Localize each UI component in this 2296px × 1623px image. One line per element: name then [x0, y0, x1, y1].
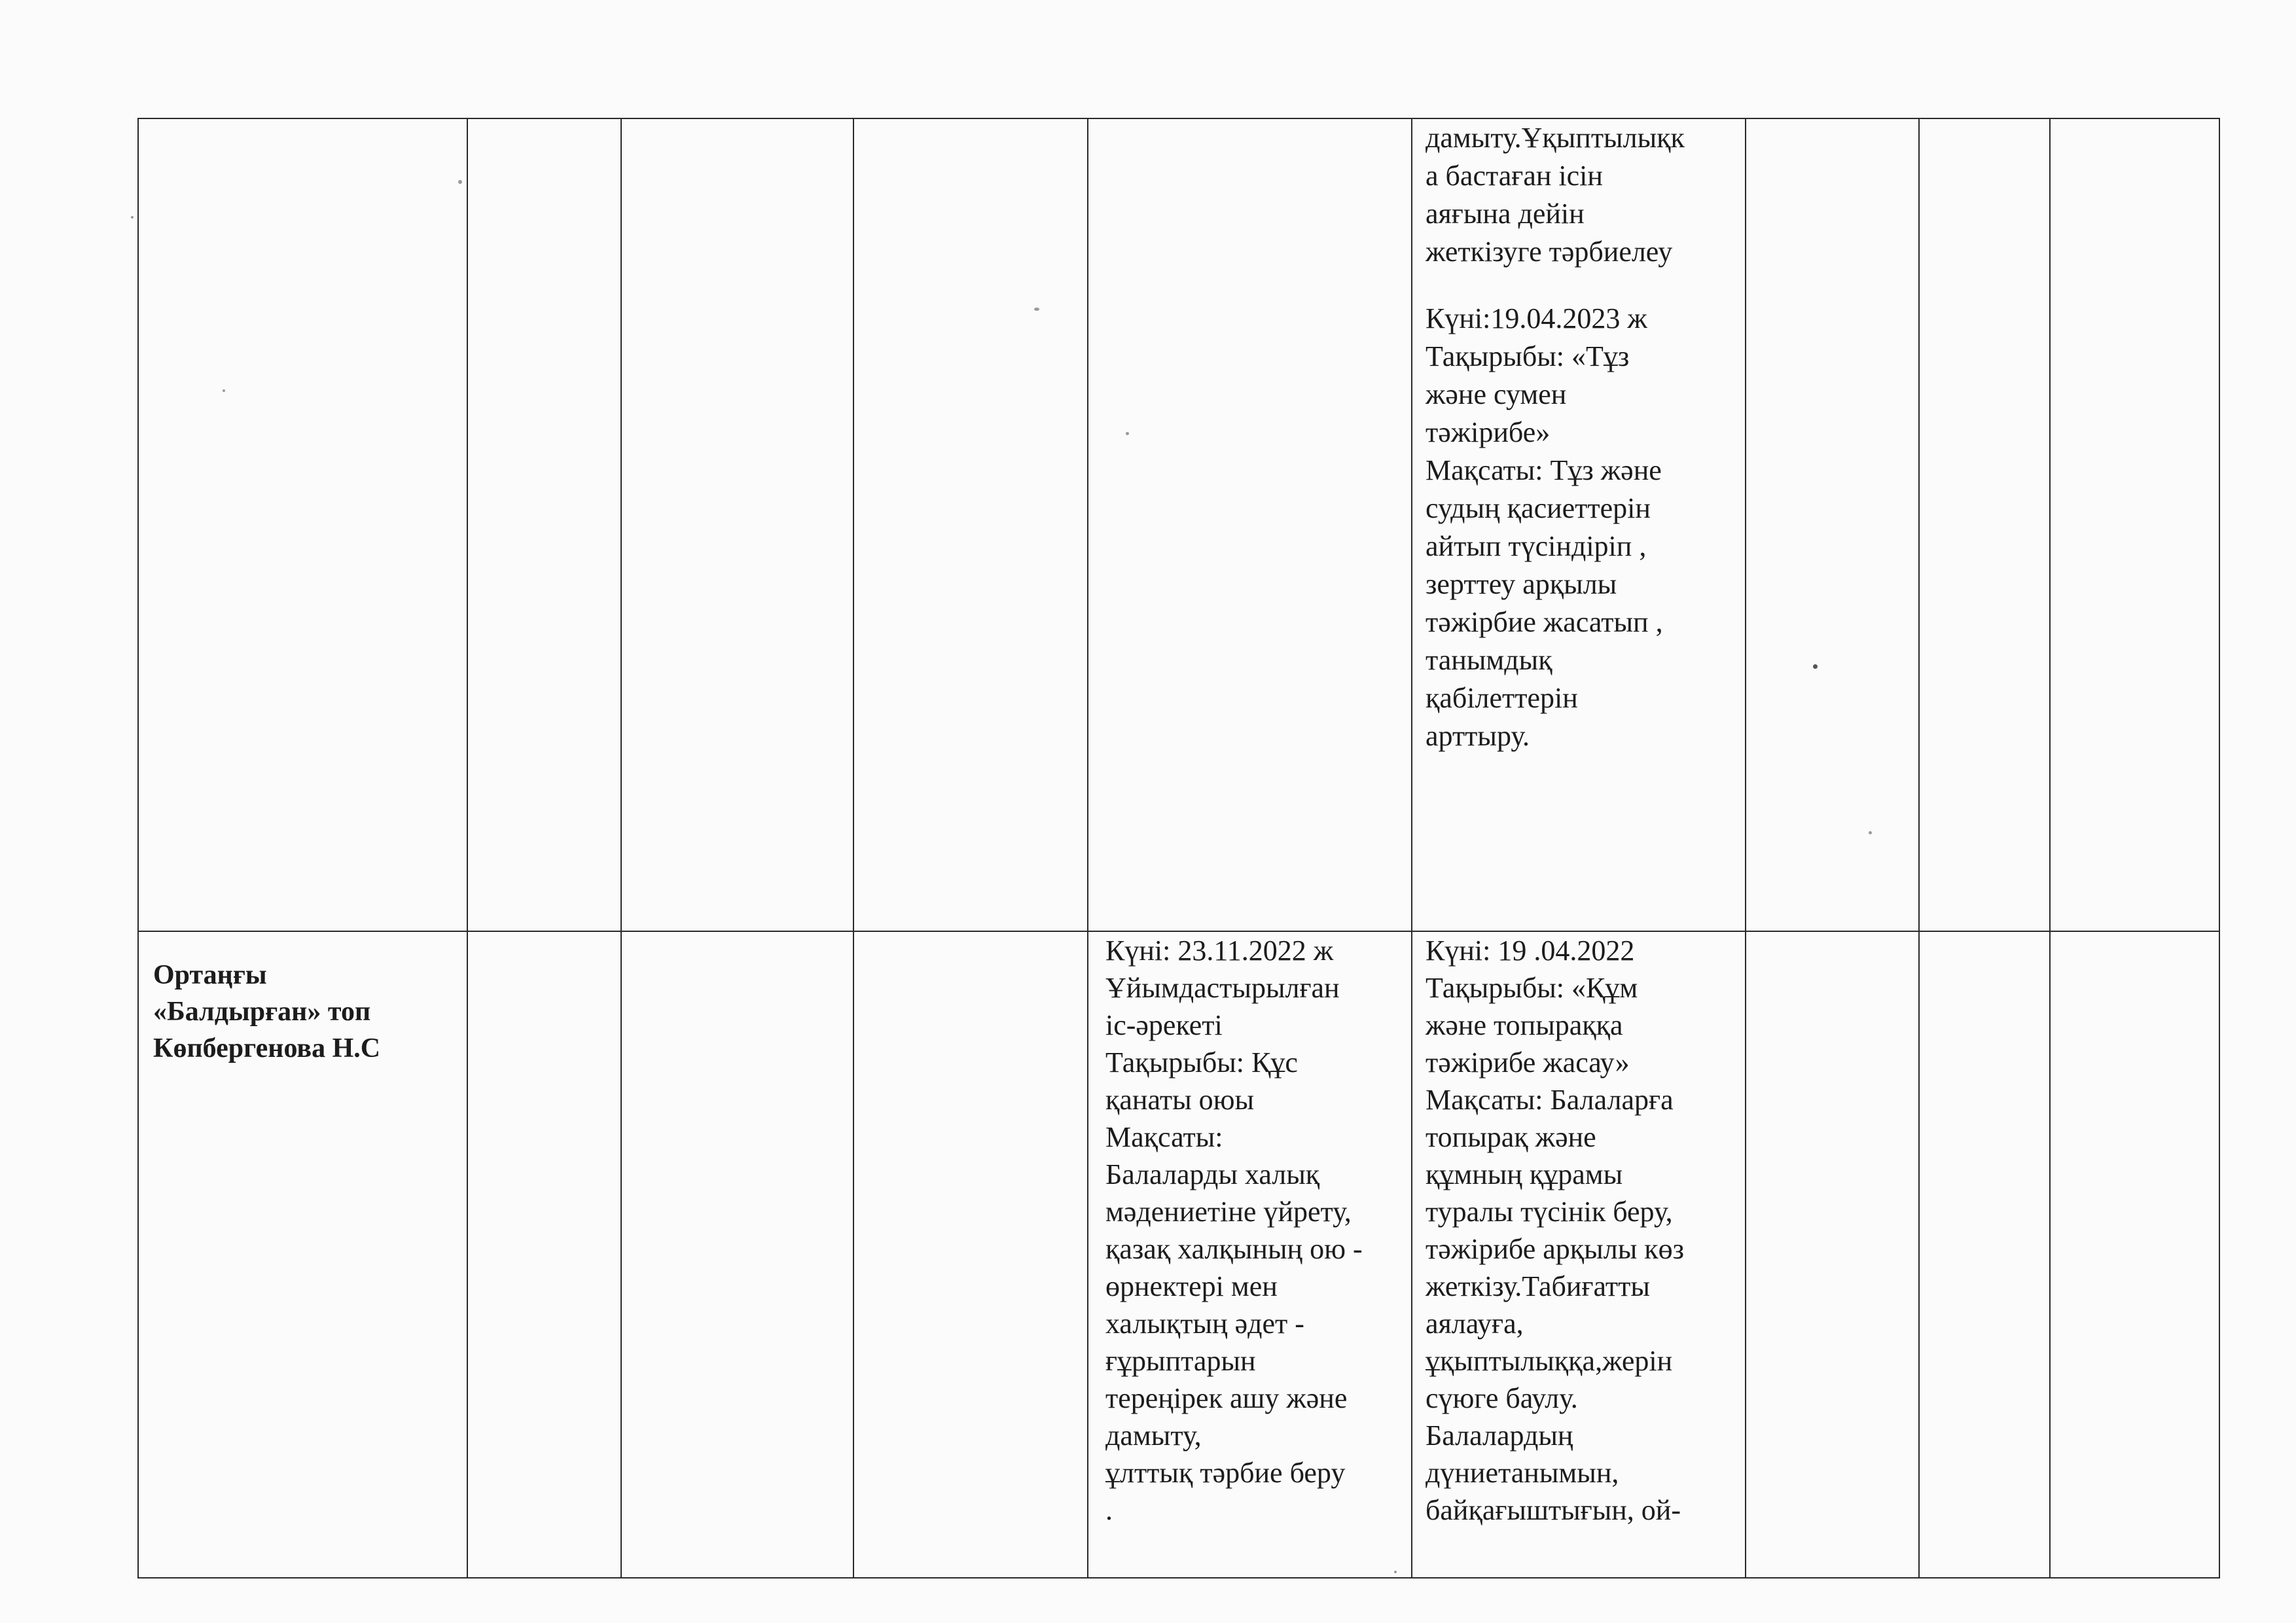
table-cell-empty [1088, 118, 1412, 931]
table-cell-empty [853, 118, 1088, 931]
table-cell-empty [2050, 118, 2219, 931]
scan-speck [1813, 664, 1818, 669]
table-cell-empty [621, 931, 853, 1578]
table-cell-empty [467, 931, 621, 1578]
table-cell-activity [1412, 118, 1746, 931]
scan-speck [1394, 1571, 1397, 1573]
activity-text-continuation: дамыту.Ұқыптылықк а бастаған ісін аяғына дейін жеткізуге тәрбиелеу [1426, 122, 1685, 268]
activity-text-ornament: Күні: 23.11.2022 ж Ұйымдастырылған іс-әрекеті Тақырыбы: Құс қанаты оюы Мақсаты: Балаларды халық мәдениетіне үйрету, қазақ халқының ою - өрнектері мен халықтың әдет - ғұрыптарын тереңірек ашу және дамыту, ұлттық тәрбие беру . [1105, 935, 1363, 1526]
table-cell-empty [621, 118, 853, 931]
scan-speck [458, 180, 462, 184]
table-cell-empty [1919, 118, 2050, 931]
activity-text-sand-experiment: Күні: 19 .04.2022 Тақырыбы: «Құм және топыраққа тәжірибе жасау» Мақсаты: Балаларға топырақ және құмның құрамы туралы түсінік беру, тәжірибе арқылы көз жеткізу.Табиғатты аялауға, ұқыптылыққа,жерін сүюге баулу. Балалардың дүниетанымын, байқағыштығын, ой- [1426, 935, 1685, 1526]
scan-speck [1126, 432, 1129, 435]
table-cell-empty [467, 118, 621, 931]
table-cell-empty [1919, 931, 2050, 1578]
table-cell-activity [1088, 931, 1412, 1578]
table-cell-activity [1412, 931, 1746, 1578]
table-row [138, 118, 2219, 931]
table-row [138, 931, 2219, 1578]
table-cell-empty [2050, 931, 2219, 1578]
table-cell-empty [1746, 931, 1919, 1578]
activity-text-salt-experiment: Күні:19.04.2023 ж Тақырыбы: «Тұз және сумен тәжірибе» Мақсаты: Тұз және судың қасиеттерін айтып түсіндіріп , зерттеу арқылы тәжірбие жасатып , танымдық қабілеттерін арттыру. [1426, 302, 1663, 752]
group-teacher-label: Ортаңғы «Балдырған» топ Көпбергенова Н.С [153, 960, 381, 1063]
table-cell-empty [1746, 118, 1919, 931]
table-cell-empty [853, 931, 1088, 1578]
scan-speck [131, 216, 134, 219]
table-cell-empty [138, 118, 467, 931]
scan-speck [1869, 831, 1872, 834]
scan-speck [1034, 308, 1039, 311]
scan-speck [223, 389, 225, 392]
table-cell-group [138, 931, 467, 1578]
planning-table [137, 118, 2220, 1578]
